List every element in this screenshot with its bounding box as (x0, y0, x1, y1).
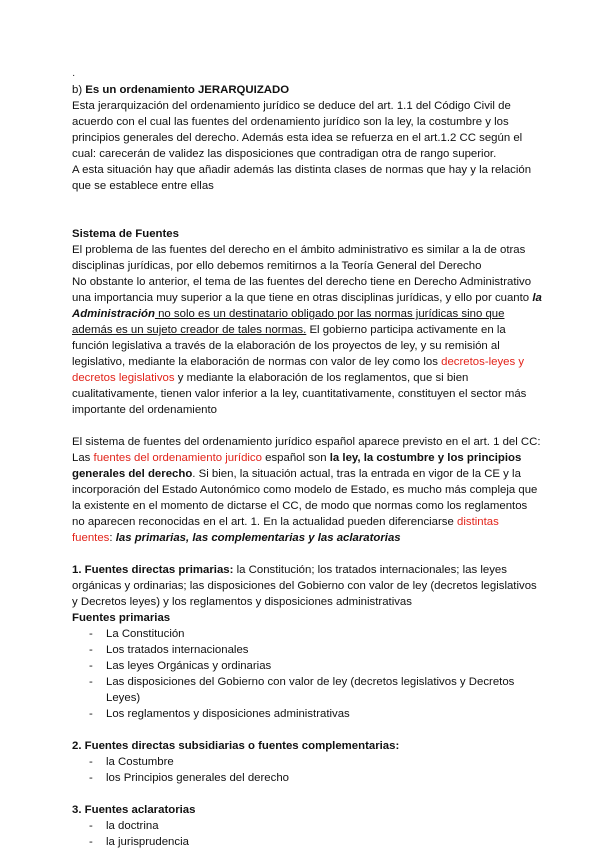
p3-bold: la ley, la costumbre y los principios generales del derecho (72, 452, 522, 480)
fuentes-primarias-list (72, 626, 542, 722)
p2-text-a: No obstante lo anterior, el tema de las fuentes del derecho tiene en Derecho Administrativo una importancia muy superior a la que tiene en otras disciplinas jurídicas, y ello por cuanto (72, 276, 533, 304)
fuentes-primarias-heading: Fuentes primarias (72, 612, 171, 624)
section-b-paragraph-1: Esta jerarquización del ordenamiento jurídico se deduce del art. 1.1 del Código Civil de acuerdo con el cual las fuentes del ordenamiento jurídico son la ley, la costumbre y los principios generales del derecho. Además esta idea se refuerza en el art.1.2 CC según el cual: carecerán de validez las disposiciones que contradigan otra de rango superior. (72, 100, 523, 160)
p3-text-c: español son (261, 452, 330, 464)
section-3-list (72, 818, 542, 850)
sistema-paragraph-2 (72, 274, 542, 418)
p3-red-fuentes: fuentes del ordenamiento jurídico (93, 452, 262, 464)
list-item: - Los tratados internacionales (72, 642, 542, 658)
p3-text-a: El sistema de fuentes del ordenamiento jurídico español aparece previsto en el art. 1 del CC: Las (72, 436, 541, 464)
p2-underlined: no solo es un destinatario obligado por las normas jurídicas sino que además es un sujeto creador de tales normas. (72, 308, 505, 336)
list-item: - Las disposiciones del Gobierno con valor de ley (decretos legislativos y Decretos Leyes) (72, 674, 542, 706)
sistema-heading: Sistema de Fuentes (72, 228, 179, 240)
section-1-heading: 1. Fuentes directas primarias: (72, 564, 234, 576)
p2-text-f: y mediante la elaboración de los reglamentos, que si bien cualitativamente, tienen valor inferior a la ley, cuantitativamente, constituyen el sector más importante del ordenamiento (72, 372, 527, 416)
list-item: - Los reglamentos y disposiciones administrativas (72, 706, 542, 722)
list-item: - la doctrina (72, 818, 542, 834)
section-2-list (72, 754, 542, 786)
list-item: - Las leyes Orgánicas y ordinarias (72, 658, 542, 674)
section-b-paragraph-2: A esta situación hay que añadir además las distinta clases de normas que hay y la relación que se establece entre ellas (72, 164, 532, 192)
list-item: - la Costumbre (72, 754, 542, 770)
sistema-paragraph-1: El problema de las fuentes del derecho en el ámbito administrativo es similar a la de otras disciplinas jurídicas, por ello debemos remitirnos a la Teoría General del Derecho (72, 244, 526, 272)
section-1-text: la Constitución; los tratados internacionales; las leyes orgánicas y ordinarias; las disposiciones del Gobierno con valor de ley (decretos legislativos y Decretos leyes) y los reglamentos y disposiciones administrativas (72, 564, 537, 608)
list-item: - la jurisprudencia (72, 834, 542, 850)
list-item: - los Principios generales del derecho (72, 770, 542, 786)
p3-red-distintas: distintas fuentes (72, 516, 499, 544)
p2-text-d: El gobierno participa activamente en la función legislativa a través de la elaboración de los proyectos de ley, y su remisión al legislativo, mediante la elaboración de normas con valor de ley como los (72, 324, 506, 368)
section-b-title: Es un ordenamiento JERARQUIZADO (85, 84, 290, 96)
list-item: - La Constitución (72, 626, 542, 642)
p2-red-decretos: decretos-leyes y decretos legislativos (72, 356, 525, 384)
p2-administracion: la Administración (72, 292, 542, 320)
section-b-prefix: b) (72, 84, 86, 96)
section-1-paragraph (72, 562, 542, 610)
section-2-heading: 2. Fuentes directas subsidiarias o fuentes complementarias: (72, 740, 400, 752)
p3-bold-italic: las primarias, las complementarias y las aclaratorias (115, 532, 401, 544)
p3-text-e: . Si bien, la situación actual, tras la entrada en vigor de la CE y la incorporación del Estado Autonómico como modelo de Estado, es mucho más compleja que la existente en el momento de dictarse el CC, de modo que normas como los reglamentos no aparecen reconocidas en el art. 1. En la actualidad pueden diferenciarse (72, 468, 538, 528)
section-3-heading: 3. Fuentes aclaratorias (72, 804, 196, 816)
section-b-heading (72, 82, 542, 98)
document-body (72, 70, 542, 850)
sistema-paragraph-3 (72, 434, 542, 546)
p3-text-g: : (109, 532, 116, 544)
stray-mark: · (72, 70, 76, 81)
